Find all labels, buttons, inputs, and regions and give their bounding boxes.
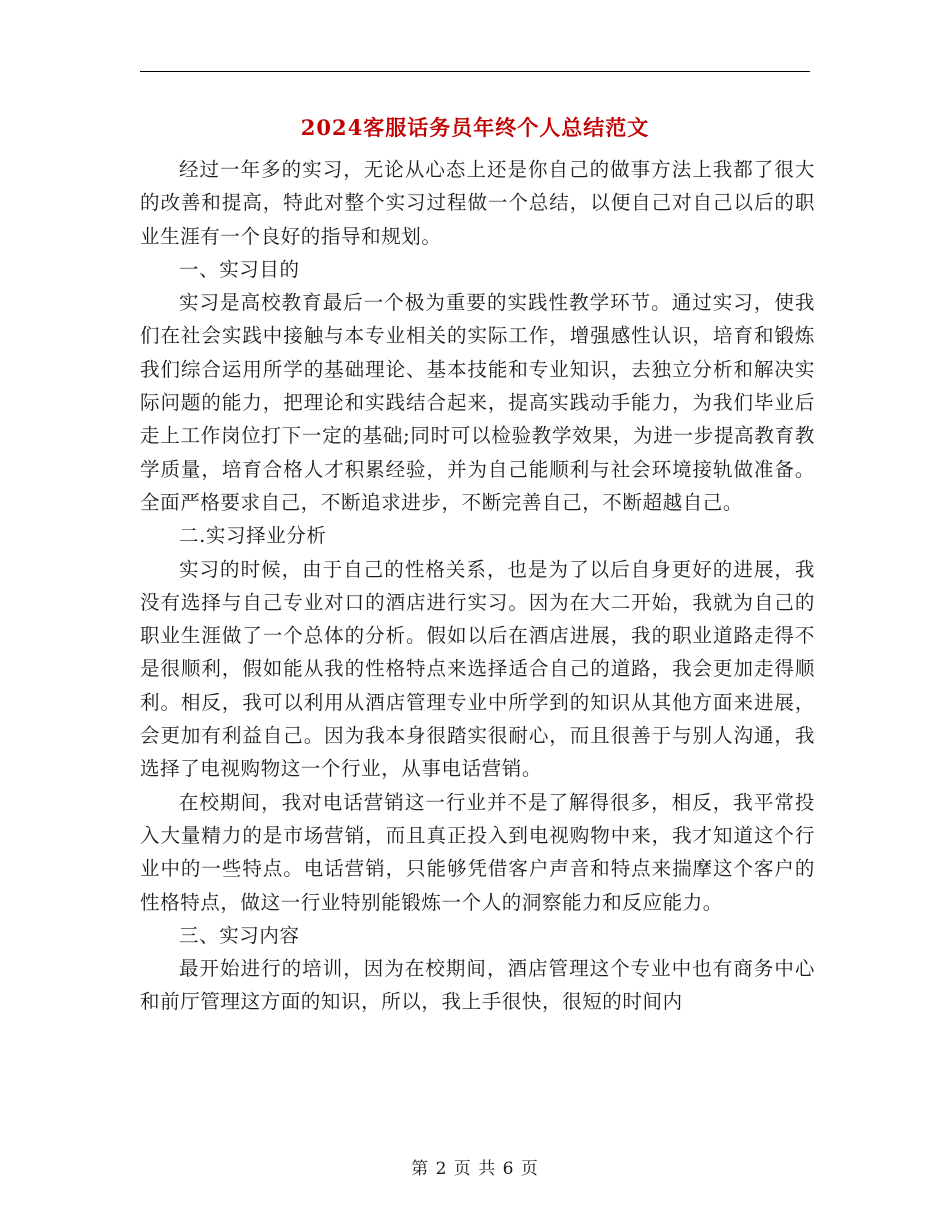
document-body [140,153,815,1019]
paragraph-telemarketing: 在校期间，我对电话营销这一行业并不是了解得很多，相反，我平常投入大量精力的是市场营销，而且真正投入到电视购物中来，我才知道这个行业中的一些特点。电话营销，只能够凭借客户声音和特点来揣摩这个客户的性格特点，做这一行业特别能锻炼一个人的洞察能力和反应能力。 [140,790,815,914]
paragraph-training: 最开始进行的培训，因为在校期间，酒店管理这个专业中也有商务中心和前厅管理这方面的知识，所以，我上手很快，很短的时间内 [140,957,815,1014]
paragraph-intro: 经过一年多的实习，无论从心态上还是你自己的做事方法上我都了很大的改善和提高，特此对整个实习过程做一个总结，以便自己对自己以后的职业生涯有一个良好的指导和规划。 [140,158,815,248]
paragraph-purpose: 实习是高校教育最后一个极为重要的实践性教学环节。通过实习，使我们在社会实践中接触与本专业相关的实际工作，增强感性认识，培育和锻炼我们综合运用所学的基础理论、基本技能和专业知识，去独立分析和解决实际问题的能力，把理论和实践结合起来，提高实践动手能力，为我们毕业后走上工作岗位打下一定的基础;同时可以检验教学效果，为进一步提高教育教学质量，培育合格人才积累经验，并为自己能顺利与社会环境接轨做准备。全面严格要求自己，不断追求进步，不断完善自己，不断超越自己。 [140,291,815,514]
document-title: 2024客服话务员年终个人总结范文 [300,115,650,140]
section-heading-content: 三、实习内容 [179,923,300,947]
section-heading-purpose: 一、实习目的 [179,257,300,281]
header-rule [140,71,810,72]
page-number: 第 2 页 共 6 页 [411,1159,539,1179]
section-heading-career-analysis: 二.实习择业分析 [179,524,327,548]
paragraph-career-analysis: 实习的时候，由于自己的性格关系，也是为了以后自身更好的进展，我没有选择与自己专业对口的酒店进行实习。因为在大二开始，我就为自己的职业生涯做了一个总体的分析。假如以后在酒店进展，我的职业道路走得不是很顺利，假如能从我的性格特点来选择适合自己的道路，我会更加走得顺利。相反，我可以利用从酒店管理专业中所学到的知识从其他方面来进展，会更加有利益自己。因为我本身很踏实很耐心，而且很善于与别人沟通，我选择了电视购物这一个行业，从事电话营销。 [140,557,815,781]
